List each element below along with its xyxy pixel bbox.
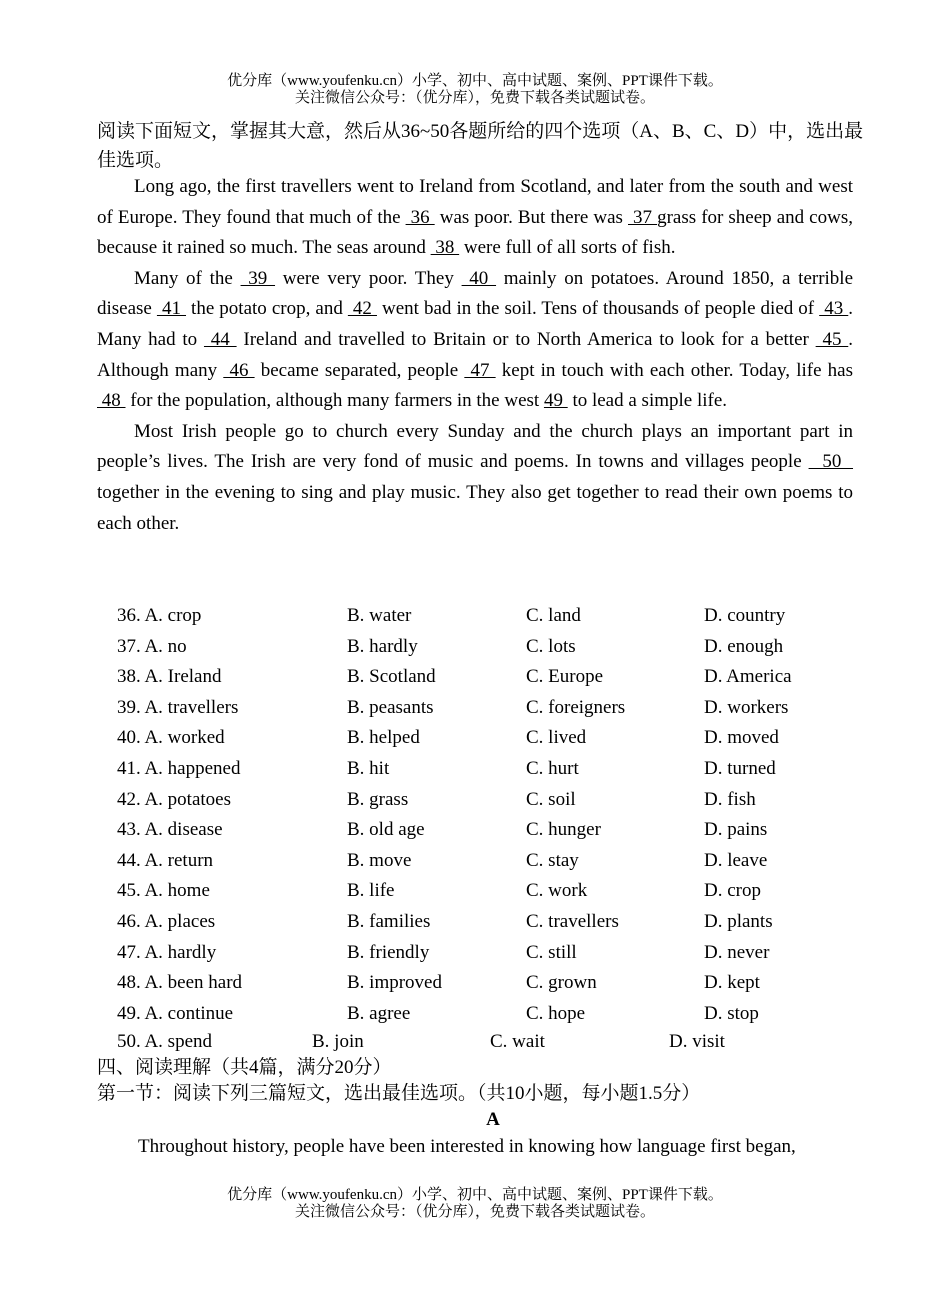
- option-a: 43. A. disease: [117, 819, 223, 841]
- footer-line-1: 优分库（www.youfenku.cn）小学、初中、高中试题、案例、PPT课件下载。: [227, 1187, 723, 1203]
- blank-39: 39: [240, 267, 276, 289]
- section-subheading: 第一节：阅读下列三篇短文，选出最佳选项。（共10小题，每小题1.5分）: [97, 1083, 701, 1104]
- text: Ireland and travelled to Britain or to North America to look for a better: [236, 328, 816, 350]
- option-a: 41. A. happened: [117, 757, 241, 779]
- option-row-36: [117, 601, 877, 632]
- blank-50: 50: [808, 451, 854, 473]
- option-d: D. country: [704, 605, 786, 626]
- option-d: D. plants: [704, 910, 773, 932]
- option-d: D. never: [704, 941, 770, 963]
- option-c: C. lots: [526, 635, 576, 657]
- option-b: B. life: [347, 880, 395, 902]
- footer-line-2: 关注微信公众号：（优分库），免费下载各类试题试卷。: [294, 1204, 655, 1220]
- blank-42: 42: [347, 298, 377, 320]
- option-d: D. leave: [704, 849, 768, 871]
- option-b: B. helped: [347, 727, 420, 749]
- cloze-passage: [97, 172, 853, 539]
- text: . Although many: [97, 328, 854, 381]
- option-a: 37. A. no: [117, 635, 187, 657]
- option-d: D. turned: [704, 757, 776, 779]
- blank-48: 48: [97, 390, 126, 412]
- option-row-37: [117, 632, 877, 663]
- blank-37: 37: [628, 206, 658, 228]
- text: . Many had to: [97, 298, 854, 350]
- passage-paragraph-2: [97, 264, 853, 417]
- passage-paragraph-1: [97, 172, 853, 264]
- blank-47: 47: [464, 359, 496, 381]
- option-d: D. America: [704, 666, 792, 688]
- option-c: C. land: [526, 605, 581, 626]
- option-row-46: [117, 907, 877, 938]
- options-list: [117, 601, 877, 1055]
- option-b: B. agree: [347, 1002, 411, 1024]
- option-c: C. hope: [526, 1002, 586, 1024]
- text: kept in touch with each other. Today, life has: [495, 359, 854, 381]
- passage-paragraph-3: [97, 417, 853, 539]
- text: Long ago, the first travellers went to Ireland from Scotland, and later from the south and west of Europe. They found that much of the: [97, 176, 853, 228]
- option-b: B. water: [347, 605, 412, 626]
- option-b: B. join: [312, 1031, 364, 1053]
- blank-46: 46: [223, 359, 255, 381]
- blank-44: 44: [203, 328, 237, 350]
- option-c: C. travellers: [526, 910, 619, 932]
- option-row-50: [117, 1029, 877, 1055]
- option-d: D. crop: [704, 880, 761, 902]
- blank-36: 36: [405, 206, 435, 228]
- option-c: C. work: [526, 880, 588, 902]
- text: together in the evening to sing and play music. They also get together to read their own poems to each other.: [97, 481, 853, 534]
- option-c: C. stay: [526, 849, 579, 871]
- option-b: B. old age: [347, 819, 425, 841]
- option-a: 48. A. been hard: [117, 972, 243, 994]
- option-d: D. pains: [704, 819, 768, 841]
- text: to lead a simple life.: [567, 390, 728, 412]
- text: grass for sheep and cows, because it rained so much. The seas around: [97, 206, 853, 259]
- option-row-41: [117, 754, 877, 785]
- text: Many of the: [134, 267, 241, 289]
- option-d: D. fish: [704, 788, 756, 810]
- option-d: D. kept: [704, 972, 760, 994]
- option-b: B. grass: [347, 788, 409, 810]
- option-c: C. soil: [526, 788, 576, 810]
- option-a: 38. A. Ireland: [117, 666, 222, 688]
- page-footer: [0, 1187, 950, 1221]
- option-a: 45. A. home: [117, 880, 210, 902]
- text: were full of all sorts of fish.: [459, 237, 676, 259]
- option-c: C. lived: [526, 727, 587, 749]
- option-a: 50. A. spend: [117, 1031, 212, 1053]
- option-row-44: [117, 846, 877, 877]
- option-row-42: [117, 785, 877, 816]
- passage-a-first-line: Throughout history, people have been interested in knowing how language first began,: [138, 1136, 796, 1157]
- blank-45: 45: [815, 328, 849, 350]
- passage-a-title: A: [486, 1109, 500, 1130]
- blank-40: 40: [461, 267, 497, 289]
- option-a: 44. A. return: [117, 849, 214, 871]
- blank-49: 49: [543, 390, 568, 412]
- option-d: D. workers: [704, 696, 789, 718]
- text: the potato crop, and: [186, 298, 348, 320]
- option-d: D. moved: [704, 727, 779, 749]
- option-b: B. hit: [347, 757, 390, 779]
- option-b: B. peasants: [347, 696, 434, 718]
- option-row-47: [117, 938, 877, 969]
- option-c: C. wait: [490, 1031, 545, 1053]
- blank-43: 43: [819, 298, 849, 320]
- blank-38: 38: [430, 237, 460, 259]
- option-a: 39. A. travellers: [117, 696, 239, 718]
- option-b: B. friendly: [347, 941, 430, 963]
- option-b: B. hardly: [347, 635, 418, 657]
- option-b: B. Scotland: [347, 666, 436, 688]
- header-line-2: 关注微信公众号：（优分库），免费下载各类试题试卷。: [294, 90, 655, 106]
- option-b: B. families: [347, 910, 431, 932]
- option-a: 36. A. crop: [117, 605, 202, 626]
- text: mainly on potatoes. Around 1850, a terrible disease: [97, 267, 854, 320]
- option-row-49: [117, 999, 877, 1030]
- option-c: C. Europe: [526, 666, 604, 688]
- option-a: 40. A. worked: [117, 727, 225, 749]
- option-c: C. grown: [526, 972, 597, 994]
- text: for the population, although many farmers in the west: [125, 390, 544, 412]
- option-a: 49. A. continue: [117, 1002, 234, 1024]
- blank-41: 41: [156, 298, 187, 320]
- option-a: 46. A. places: [117, 910, 216, 932]
- option-a: 42. A. potatoes: [117, 788, 231, 810]
- option-b: B. improved: [347, 972, 442, 994]
- option-row-39: [117, 693, 877, 724]
- section-heading: 四、阅读理解（共4篇，满分20分）: [97, 1057, 392, 1078]
- option-b: B. move: [347, 849, 412, 871]
- cloze-instruction: 阅读下面短文，掌握其大意，然后从36~50各题所给的四个选项（A、B、C、D）中，选出最佳选项。: [97, 121, 864, 171]
- option-a: 47. A. hardly: [117, 941, 217, 963]
- page-header-top: [0, 73, 950, 107]
- option-row-45: [117, 876, 877, 907]
- option-c: C. hurt: [526, 757, 579, 779]
- option-c: C. foreigners: [526, 696, 626, 718]
- option-c: C. still: [526, 941, 577, 963]
- option-d: D. stop: [704, 1002, 759, 1024]
- text: were very poor. They: [275, 267, 462, 289]
- text: went bad in the soil. Tens of thousands of people died of: [376, 298, 820, 320]
- option-d: D. visit: [669, 1031, 725, 1053]
- option-row-38: [117, 662, 877, 693]
- text: Most Irish people go to church every Sunday and the church plays an important part in people’s lives. The Irish are very fond of music and poems. In towns and villages people: [97, 420, 853, 473]
- text: became separated, people: [254, 359, 465, 381]
- option-row-40: [117, 723, 877, 754]
- header-line-1: 优分库（www.youfenku.cn）小学、初中、高中试题、案例、PPT课件下载。: [227, 73, 723, 89]
- option-row-48: [117, 968, 877, 999]
- option-c: C. hunger: [526, 819, 601, 841]
- text: was poor. But there was: [434, 206, 628, 228]
- option-row-43: [117, 815, 877, 846]
- option-d: D. enough: [704, 635, 784, 657]
